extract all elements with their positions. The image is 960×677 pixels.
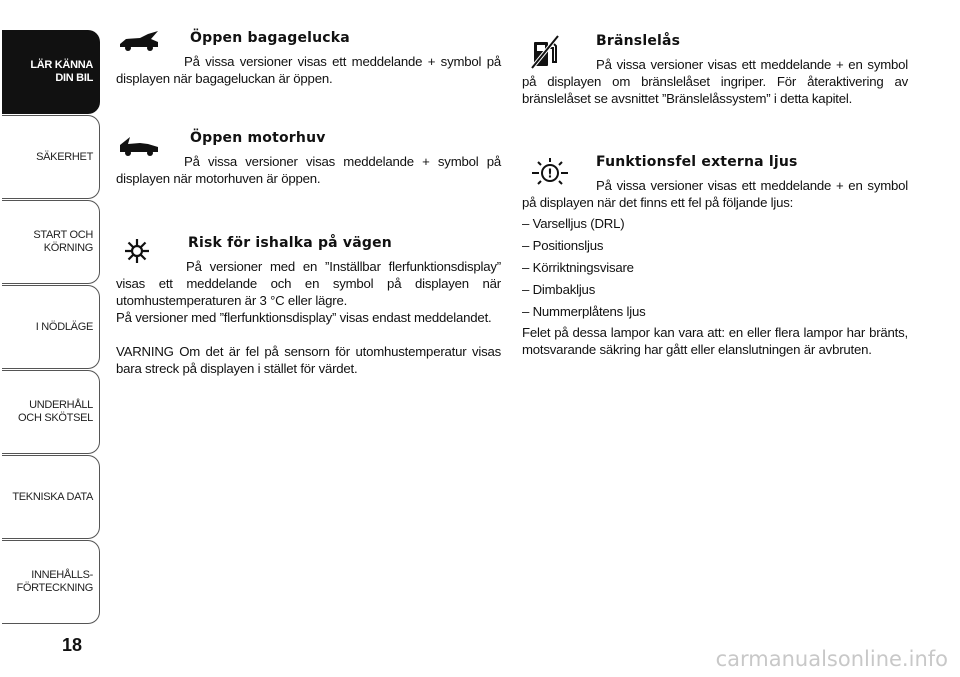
list-item: – Varselljus (DRL) bbox=[522, 216, 625, 231]
section-heading: Öppen bagagelucka bbox=[190, 30, 350, 46]
tab-label-line: DIN BIL bbox=[55, 72, 93, 84]
tab-start-och-korning[interactable] bbox=[2, 200, 100, 284]
section-text: På vissa versioner visas ett meddelande + symbol på displayen när bagageluckan är öppen. bbox=[116, 54, 501, 86]
tab-label-line: UNDERHÅLL bbox=[29, 399, 93, 411]
section-text: På vissa versioner visas ett meddelande + en symbol på displayen om bränslelåset ingriper. För återaktivering av bränslelåset se avsnittet ”Bränslelåssystem” i detta kapitel. bbox=[522, 57, 908, 106]
section-footer-text: Felet på dessa lampor kan vara att: en eller flera lampor har bränts, motsvarande säkring har gått eller elanslutningen är avbruten. bbox=[522, 325, 908, 357]
tab-label-line: TEKNISKA DATA bbox=[12, 490, 93, 503]
tab-label-line: INNEHÅLLS- bbox=[31, 569, 93, 581]
tab-lar-kanna-din-bil[interactable] bbox=[2, 30, 100, 114]
chapter-sidebar bbox=[0, 0, 103, 677]
list-item: – Dimbakljus bbox=[522, 282, 596, 297]
svg-text:!: ! bbox=[547, 166, 553, 181]
tab-innehallsforteckning[interactable] bbox=[2, 540, 100, 624]
section-heading: Risk för ishalka på vägen bbox=[188, 235, 392, 251]
section-motorhuv bbox=[116, 130, 501, 187]
tab-i-nodlage[interactable] bbox=[2, 285, 100, 369]
tab-label-line: FÖRTECKNING bbox=[16, 582, 93, 594]
list-item: – Positionsljus bbox=[522, 238, 604, 253]
section-branslelas bbox=[522, 33, 908, 107]
section-heading: Öppen motorhuv bbox=[190, 130, 326, 146]
tab-label-line: I NÖDLÄGE bbox=[35, 320, 93, 333]
page-number: 18 bbox=[62, 635, 83, 655]
tab-label-line: KÖRNING bbox=[43, 242, 93, 254]
section-text: På versioner med en ”Inställbar flerfunktionsdisplay” visas ett meddelande och en symbol på displayen när utomhustemperaturen är 3 °C eller lägre. bbox=[116, 259, 501, 308]
tab-tekniska-data[interactable] bbox=[2, 455, 100, 539]
section-externa-ljus bbox=[522, 154, 908, 358]
tab-label-line: OCH SKÖTSEL bbox=[18, 412, 93, 424]
section-text: På vissa versioner visas ett meddelande + en symbol på displayen när det finns ett fel på följande ljus: bbox=[522, 178, 908, 210]
section-bagagelucka bbox=[116, 30, 501, 87]
section-heading: Funktionsfel externa ljus bbox=[596, 154, 798, 170]
list-item: – Körriktningsvisare bbox=[522, 260, 634, 275]
section-text: På vissa versioner visas meddelande + symbol på displayen när motorhuven är öppen. bbox=[116, 154, 501, 186]
tab-sakerhet[interactable] bbox=[2, 115, 100, 199]
tab-underhall-och-skotsel[interactable] bbox=[2, 370, 100, 454]
tab-label-line: SÄKERHET bbox=[36, 150, 93, 163]
section-heading: Bränslelås bbox=[596, 33, 681, 49]
list-item: – Nummerplåtens ljus bbox=[522, 304, 646, 319]
light-list bbox=[522, 213, 908, 323]
section-ishalka bbox=[116, 235, 501, 377]
tab-label-line: LÄR KÄNNA bbox=[30, 59, 93, 71]
section-warning-text: VARNING Om det är fel på sensorn för utomhustemperatur visas bara streck på displayen i stället för värdet. bbox=[116, 344, 501, 376]
section-text: På versioner med ”flerfunktionsdisplay” visas endast meddelandet. bbox=[116, 310, 492, 325]
tab-label-line: START OCH bbox=[33, 229, 93, 241]
watermark: carmanualsonline.info bbox=[715, 647, 948, 671]
